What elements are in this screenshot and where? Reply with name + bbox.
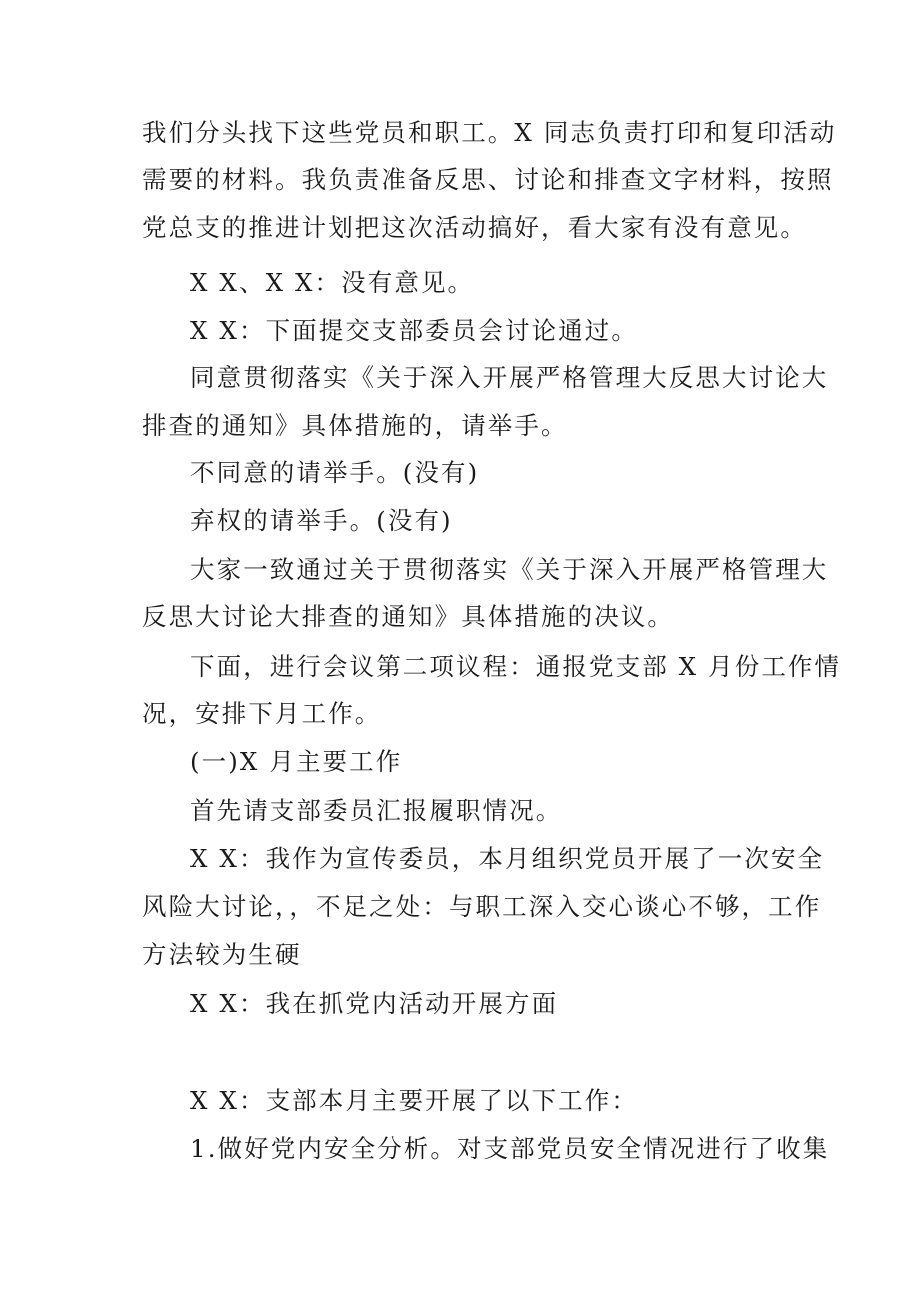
text-line: 风险大讨论，，不足之处：与职工深入交心谈心不够，工作 (142, 892, 822, 921)
text-line: 排查的通知》具体措施的，请举手。 (142, 411, 568, 440)
text-line: 不同意的请举手。(没有) (190, 458, 480, 487)
text-line: 方法较为生硬 (142, 940, 302, 969)
text-line: 首先请支部委员汇报履职情况。 (190, 796, 563, 825)
text-line: X X：我在抓党内活动开展方面 (190, 989, 559, 1018)
text-line: 下面，进行会议第二项议程：通报党支部 X 月份工作情 (190, 652, 842, 681)
text-line: 况，安排下月工作。 (142, 699, 382, 728)
text-line: X X：支部本月主要开展了以下工作： (190, 1086, 638, 1115)
text-line: 1.做好党内安全分析。对支部党员安全情况进行了收集 (190, 1134, 830, 1163)
section-heading: (一)X 月主要工作 (190, 747, 403, 776)
text-line: X X：下面提交支部委员会讨论通过。 (190, 316, 638, 345)
text-line: X X：我作为宣传委员，本月组织党员开展了一次安全 (190, 844, 825, 873)
text-line: 需要的材料。我负责准备反思、讨论和排查文字材料，按照 (142, 165, 834, 194)
text-line: 弃权的请举手。(没有) (190, 506, 453, 535)
text-line: 同意贯彻落实《关于深入开展严格管理大反思大讨论大 (190, 363, 829, 392)
text-line: 党总支的推进计划把这次活动搞好，看大家有没有意见。 (142, 213, 807, 242)
text-line: X X、X X：没有意见。 (190, 268, 475, 297)
text-line: 我们分头找下这些党员和职工。X 同志负责打印和复印活动 (142, 118, 837, 147)
text-line: 大家一致通过关于贯彻落实《关于深入开展严格管理大 (190, 555, 829, 584)
text-line: 反思大讨论大排查的通知》具体措施的决议。 (142, 602, 674, 631)
